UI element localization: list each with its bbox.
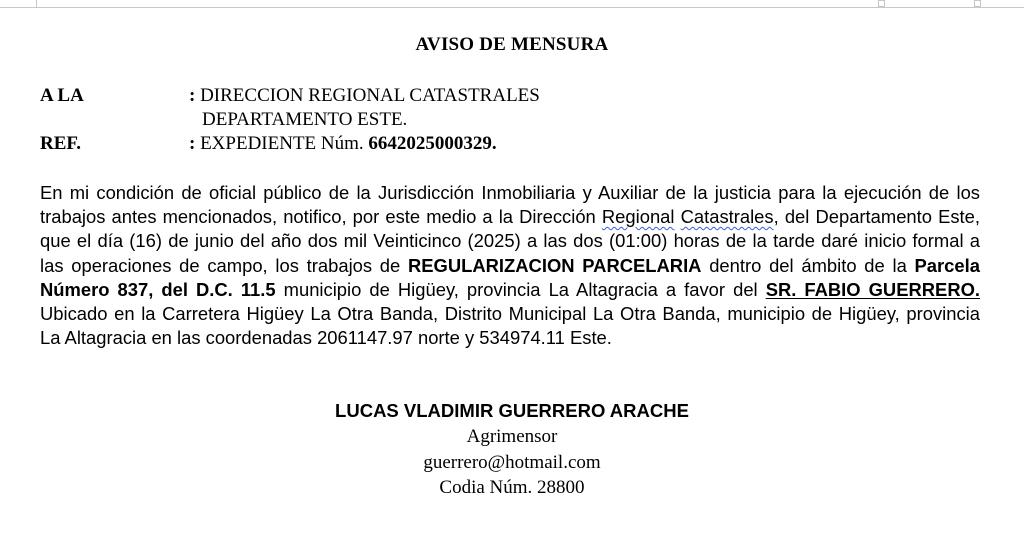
notice-paragraph: En mi condición de oficial público de la Jurisdicción Inmobiliaria y Auxiliar de la justicia para la ejecución de los trabajos antes mencionados, notifico, por este medio a la Dirección Regional Catastrales, del Departamento Este, que el día (16) de junio del año dos mil Veinticinco (2025) a las dos (01:00) horas de la tarde daré inicio formal a las operaciones de campo, los trabajos de REGULARIZACION PARCELARIA dentro del ámbito de la Parcela Número 837, del D.C. 11.5 municipio de Higüey, provincia La Altagracia a favor del SR. FABIO GUERRERO. Ubicado en la Carretera Higüey La Otra Banda, Distrito Municipal La Otra Banda, municipio de Higüey, provincia La Altagracia en las coordenadas 2061147.97 norte y 534974.11 Este. <box>40 182 981 349</box>
owner-name: SR. FABIO GUERRERO. <box>765 278 981 300</box>
ruler-right-margin-marker[interactable] <box>974 0 981 7</box>
ruler-right-indent-marker[interactable] <box>878 0 885 7</box>
signatory-role: Agrimensor <box>466 426 558 447</box>
ref-line: : EXPEDIENTE Núm. 6642025000329. <box>189 133 497 154</box>
signatory-name: LUCAS VLADIMIR GUERRERO ARACHE <box>335 400 689 421</box>
to-line-2: DEPARTAMENTO ESTE. <box>202 109 408 130</box>
page-ruler <box>0 0 1024 8</box>
expediente-number: 6642025000329. <box>368 133 497 154</box>
signatory-email: guerrero@hotmail.com <box>423 452 601 473</box>
spellcheck-word-catastrales[interactable]: Catastrales <box>680 206 774 228</box>
to-label: A LA <box>40 85 84 106</box>
ruler-left-margin-marker[interactable] <box>36 0 37 7</box>
to-line-1: : DIRECCION REGIONAL CATASTRALES <box>189 85 540 106</box>
regularizacion-text: REGULARIZACION PARCELARIA <box>408 254 702 276</box>
document-title: AVISO DE MENSURA <box>415 34 609 55</box>
spellcheck-word-regional[interactable]: Regional <box>601 206 675 228</box>
ref-label: REF. <box>40 133 82 154</box>
parcela-text: Parcela Número 837, del D.C. 11.5 <box>40 254 980 300</box>
signatory-codia: Codia Núm. 28800 <box>439 477 585 498</box>
